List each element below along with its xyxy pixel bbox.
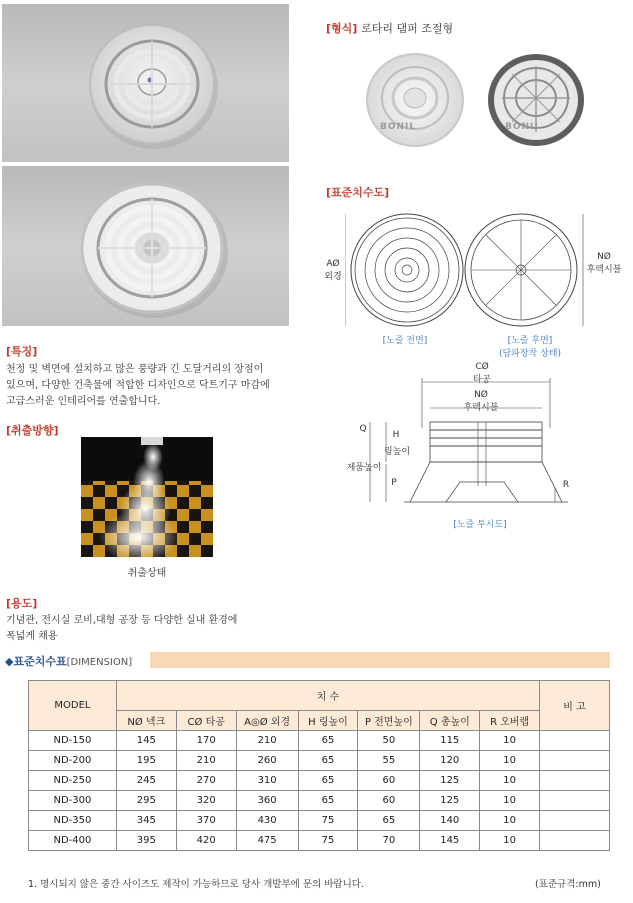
- value-cell: 145: [420, 831, 480, 851]
- model-cell: ND-200: [29, 751, 117, 771]
- h-dim-label: H: [392, 430, 400, 440]
- value-cell: 260: [236, 751, 298, 771]
- column-header: CØ 타공: [176, 711, 236, 731]
- column-header: P 전면높이: [358, 711, 420, 731]
- model-header: MODEL: [29, 681, 117, 731]
- front-rear-drawing: [345, 212, 585, 332]
- value-cell: 395: [116, 831, 176, 851]
- value-cell: 65: [298, 751, 358, 771]
- model-cell: ND-150: [29, 731, 117, 751]
- value-cell: 65: [298, 771, 358, 791]
- value-cell: 65: [298, 731, 358, 751]
- value-cell: 65: [358, 811, 420, 831]
- value-cell: 10: [480, 751, 540, 771]
- value-cell: 210: [176, 751, 236, 771]
- usage-heading: [용도]: [6, 597, 38, 610]
- usage-label: 용도: [11, 597, 33, 610]
- brand-logo-1: BONIL: [380, 122, 417, 132]
- remark-cell: [540, 811, 610, 831]
- discharge-label: 취출방향: [11, 424, 54, 437]
- remark-cell: [540, 831, 610, 851]
- q-dim-label: Q: [359, 424, 367, 434]
- table-row: [29, 731, 610, 751]
- value-cell: 60: [358, 771, 420, 791]
- form-photos: [365, 50, 605, 150]
- p-dim-label: P: [391, 478, 397, 488]
- discharge-caption: 취출상태: [127, 568, 167, 579]
- feature-heading: [특징]: [6, 345, 38, 358]
- value-cell: 145: [116, 731, 176, 751]
- value-cell: 10: [480, 771, 540, 791]
- value-cell: 370: [176, 811, 236, 831]
- remark-cell: [540, 771, 610, 791]
- value-cell: 125: [420, 771, 480, 791]
- h-dim-sub: 링높이: [383, 447, 411, 457]
- value-cell: 75: [298, 831, 358, 851]
- form-value: 로타리 댐퍼 조절형: [361, 22, 454, 35]
- model-cell: ND-300: [29, 791, 117, 811]
- model-cell: ND-350: [29, 811, 117, 831]
- feature-label: 특징: [11, 345, 33, 358]
- std-drawing-label: 표준치수도: [331, 186, 385, 199]
- remark-cell: [540, 791, 610, 811]
- std-drawing-heading: [표준치수도]: [326, 186, 390, 199]
- column-header: H 링높이: [298, 711, 358, 731]
- product-photo-top: [2, 4, 289, 162]
- discharge-heading: [취출방향]: [6, 424, 59, 437]
- value-cell: 310: [236, 771, 298, 791]
- feature-text: 천정 및 벽면에 설치하고 많은 풍량과 긴 도달거리의 장점이 있으며, 다양한 건축물에 적합한 디자인으로 닥트기구 마감에 고급스러운 인테리어를 연출합니다.: [6, 364, 270, 407]
- value-cell: 360: [236, 791, 298, 811]
- rear-caption: [노즐 후면] (담파장착 상태): [498, 336, 562, 359]
- dimension-group-header: 치 수: [116, 681, 539, 711]
- remark-cell: [540, 751, 610, 771]
- r-dim-label: R: [562, 480, 570, 490]
- value-cell: 120: [420, 751, 480, 771]
- value-cell: 295: [116, 791, 176, 811]
- value-cell: 170: [176, 731, 236, 751]
- value-cell: 10: [480, 791, 540, 811]
- value-cell: 195: [116, 751, 176, 771]
- side-caption: [노즐 투시도]: [453, 520, 507, 530]
- brand-logo-2: BONIL: [505, 122, 542, 132]
- table-row: [29, 811, 610, 831]
- column-header: A◎Ø 외경: [236, 711, 298, 731]
- value-cell: 60: [358, 791, 420, 811]
- value-cell: 10: [480, 831, 540, 851]
- value-cell: 345: [116, 811, 176, 831]
- model-cell: ND-400: [29, 831, 117, 851]
- table-row: [29, 771, 610, 791]
- a-dim-label: AØ 외경: [324, 259, 342, 282]
- c-dim-label: CØ 타공: [473, 362, 491, 385]
- value-cell: 115: [420, 731, 480, 751]
- value-cell: 140: [420, 811, 480, 831]
- n-dim-label: NØ 후렉시블: [586, 252, 622, 275]
- form-heading: [형식] 로타리 댐퍼 조절형: [326, 22, 454, 35]
- dimension-unit: (표준규격:mm): [535, 879, 601, 890]
- dimension-table: [28, 680, 610, 851]
- table-row: [29, 751, 610, 771]
- column-header: Q 총높이: [420, 711, 480, 731]
- column-header: R 오버랩: [480, 711, 540, 731]
- front-caption: [노즐 전면]: [382, 336, 428, 346]
- product-photo-bottom: [2, 166, 289, 326]
- form-label: 형식: [331, 22, 353, 35]
- value-cell: 420: [176, 831, 236, 851]
- usage-text: 기념관, 전시실 로비,대형 공장 등 다양한 실내 환경에 폭넓게 채용: [6, 615, 238, 642]
- value-cell: 75: [298, 811, 358, 831]
- q-dim-sub: 제품높이: [346, 463, 382, 473]
- column-header: NØ 넥크: [116, 711, 176, 731]
- value-cell: 210: [236, 731, 298, 751]
- table-row: [29, 831, 610, 851]
- value-cell: 10: [480, 811, 540, 831]
- value-cell: 125: [420, 791, 480, 811]
- value-cell: 10: [480, 731, 540, 751]
- value-cell: 70: [358, 831, 420, 851]
- value-cell: 55: [358, 751, 420, 771]
- value-cell: 270: [176, 771, 236, 791]
- n2-dim-label: NØ 후렉시블: [463, 390, 499, 413]
- value-cell: 430: [236, 811, 298, 831]
- value-cell: 320: [176, 791, 236, 811]
- value-cell: 245: [116, 771, 176, 791]
- model-cell: ND-250: [29, 771, 117, 791]
- remark-cell: [540, 731, 610, 751]
- value-cell: 50: [358, 731, 420, 751]
- value-cell: 65: [298, 791, 358, 811]
- dimension-note: 1. 명시되지 않은 중간 사이즈도 제작이 가능하므로 당사 개발부에 문의 바랍니다.: [28, 879, 364, 890]
- dimension-title-bar: [150, 652, 610, 668]
- dimension-title: ◆표준치수표[DIMENSION]: [5, 655, 133, 668]
- table-row: [29, 791, 610, 811]
- value-cell: 475: [236, 831, 298, 851]
- discharge-photo: [81, 437, 213, 557]
- remark-header: 비 고: [540, 681, 610, 731]
